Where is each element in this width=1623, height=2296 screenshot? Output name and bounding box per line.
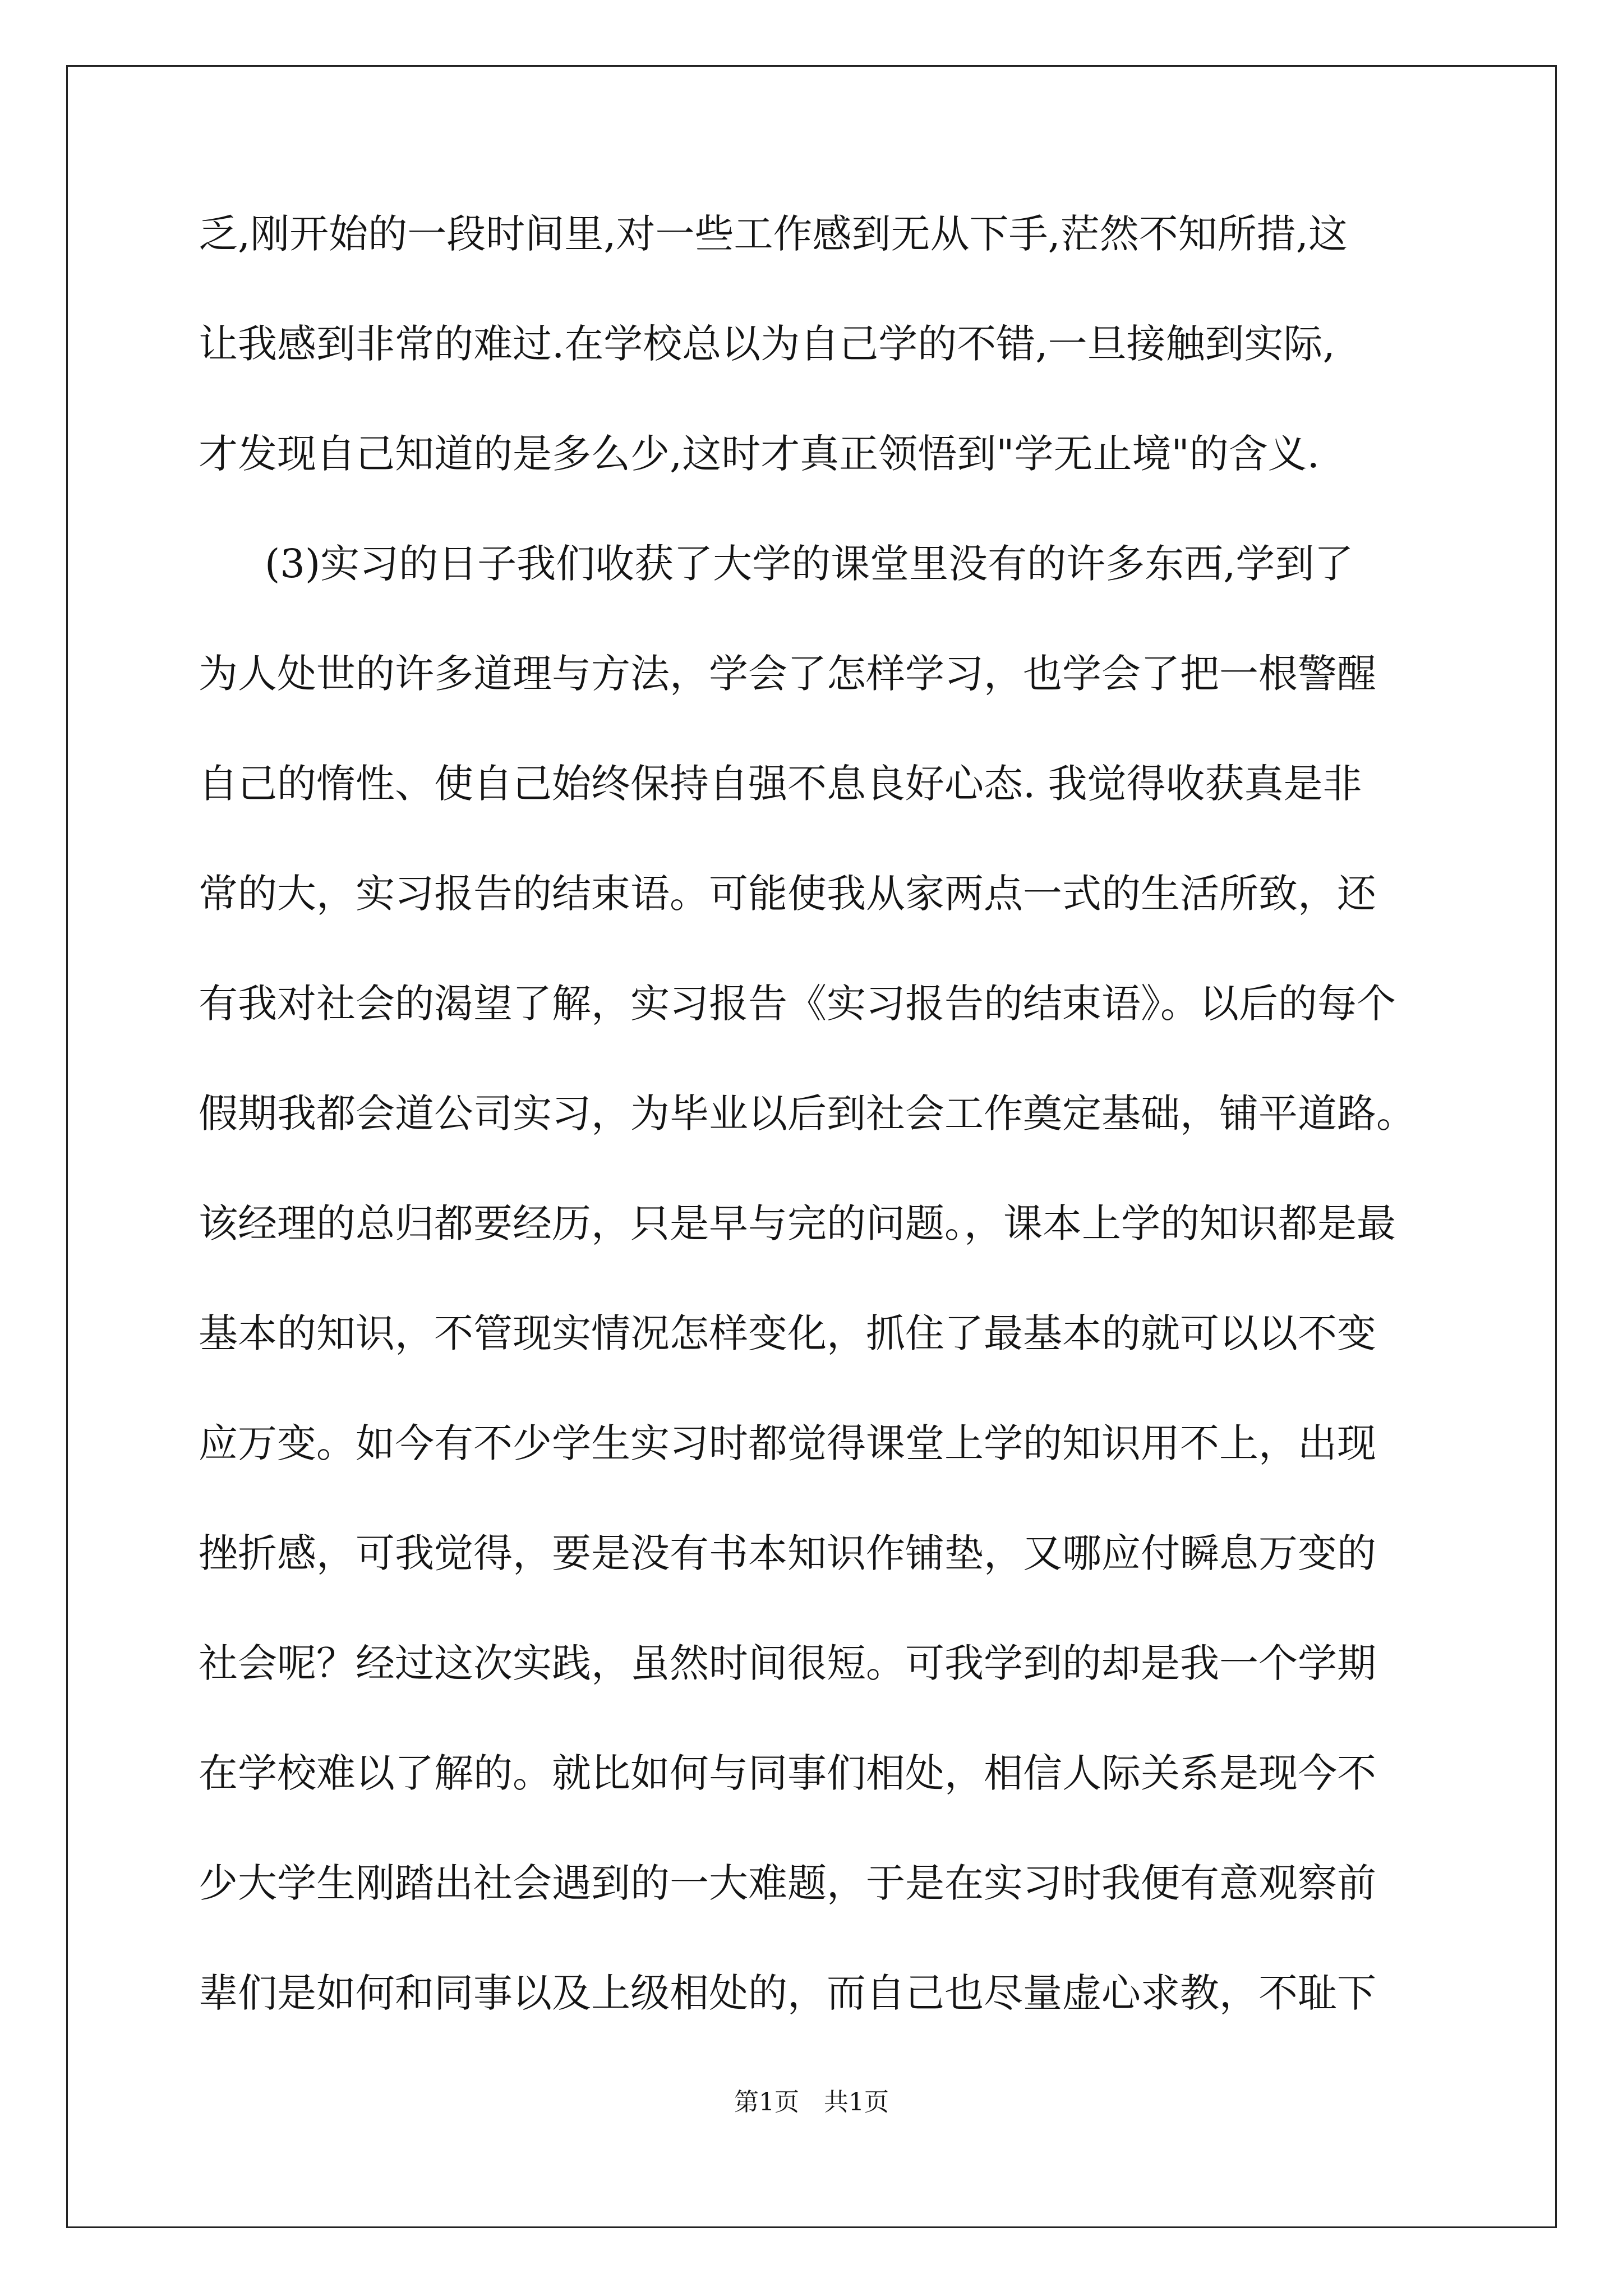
text-line: 挫折感，可我觉得，要是没有书本知识作铺垫，又哪应付瞬息万变的 <box>199 1530 1376 1576</box>
text-line: 常的大，实习报告的结束语。可能使我从家两点一式的生活所致，还 <box>199 871 1376 917</box>
text-line: 有我对社会的渴望了解，实习报告《实习报告的结束语》。以后的每个 <box>199 981 1396 1027</box>
text-line: 才发现自己知道的是多么少,这时才真正领悟到"学无止境"的含义. <box>199 431 1320 477</box>
page-number-footer: 第1页 共1页 <box>734 2088 889 2116</box>
text-line: 少大学生刚踏出社会遇到的一大难题，于是在实习时我便有意观察前 <box>199 1860 1376 1906</box>
text-line: 在学校难以了解的。就比如何与同事们相处，相信人际关系是现今不 <box>199 1750 1376 1796</box>
text-line: 假期我都会道公司实习，为毕业以后到社会工作奠定基础，铺平道路。 <box>199 1091 1415 1137</box>
text-line: 该经理的总归都要经历，只是早与完的问题。，课本上学的知识都是最 <box>199 1200 1396 1246</box>
text-line: 基本的知识，不管现实情况怎样变化，抓住了最基本的就可以以不变 <box>199 1310 1376 1356</box>
text-line: 辈们是如何和同事以及上级相处的，而自己也尽量虚心求教，不耻下 <box>199 1970 1376 2016</box>
text-line: 让我感到非常的难过.在学校总以为自己学的不错,一旦接触到实际, <box>199 321 1335 367</box>
text-line: 乏,刚开始的一段时间里,对一些工作感到无从下手,茫然不知所措,这 <box>199 211 1348 257</box>
text-line: 应万变。如今有不少学生实习时都觉得课堂上学的知识用不上，出现 <box>199 1420 1376 1466</box>
text-line: 为人处世的许多道理与方法，学会了怎样学习，也学会了把一根警醒 <box>199 651 1376 697</box>
text-line: 社会呢？经过这次实践，虽然时间很短。可我学到的却是我一个学期 <box>199 1640 1376 1686</box>
paragraph-first-line: (3)实习的日子我们收获了大学的课堂里没有的许多东西,学到了 <box>265 541 1354 587</box>
text-line: 自己的惰性、使自己始终保持自强不息良好心态. 我觉得收获真是非 <box>199 761 1362 807</box>
